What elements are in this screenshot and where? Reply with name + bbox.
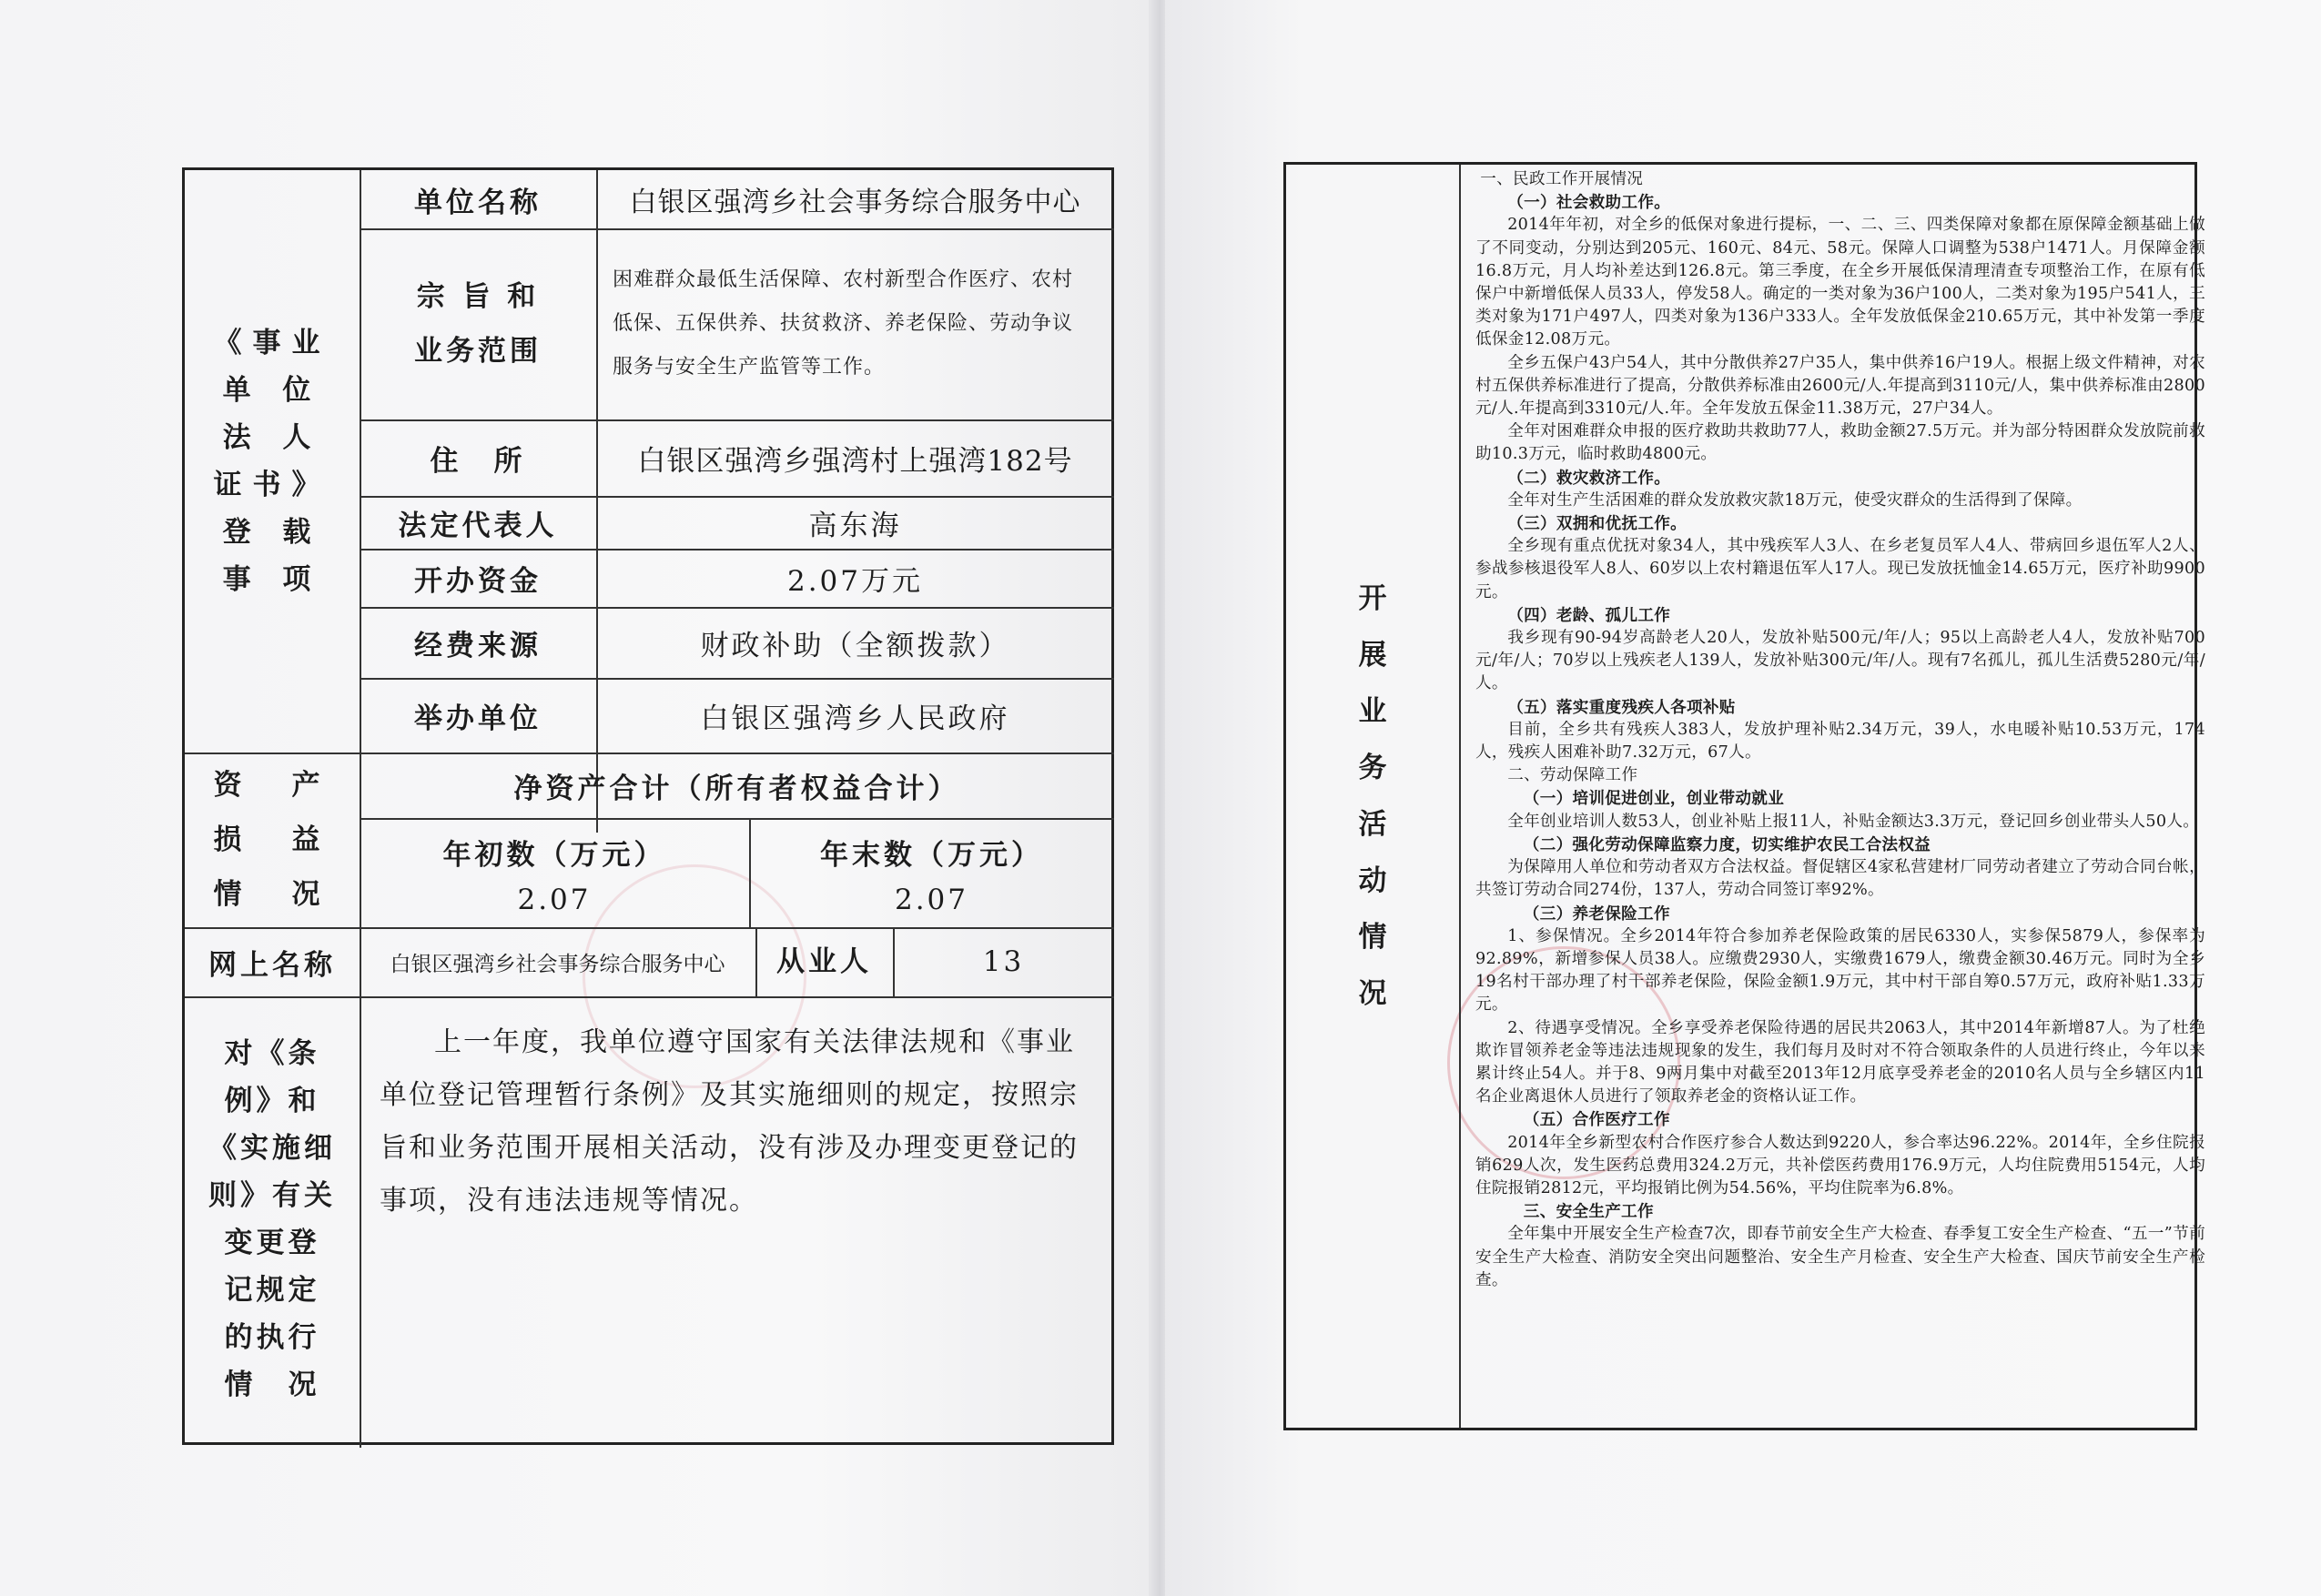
activities-section-label [1286, 165, 1461, 1428]
purpose-line: 困难群众最低生活保障、农村新型合作医疗、农村 [613, 268, 1074, 291]
activities-label-char: 务 [1358, 752, 1387, 784]
asset-label-line: 情 况 [213, 878, 331, 911]
report-paragraph: 全乡五保户43户54人，其中分散供养27户35人，集中供养16户19人。根据上级文件精神，对农村五保供养标准进行了提高，分散供养标准由2600元/人.年提高到3110元/人，集中供养标准由2800元/人.年提高到3310元/人.年。全年发放五保金11.38万元，27户34人。 [1475, 353, 2205, 419]
report-paragraph: 1、参保情况。全乡2014年符合参加养老保险政策的居民6330人，实参保5879人，参保率为92.89%，新增参保人员38人。应缴费2930人，实缴费1679人，缴费金额30.46万元。同时为全乡19名村干部办理了村干部养老保险，保险金额1.9万元，其中村干部自筹0.57万元，政府补贴1.33万元。 [1475, 926, 2205, 1015]
year-end-header: 年末数（万元） [820, 839, 1043, 872]
asset-label-line: 损 益 [213, 823, 331, 856]
cert-label-line: 证书》 [213, 469, 331, 501]
cert-label-line: 法 人 [222, 421, 322, 454]
cert-label-line: 登 载 [222, 516, 322, 549]
purpose-value [596, 228, 1114, 419]
report-subheading: （二）救灾救济工作。 [1507, 468, 1671, 488]
report-paragraph: 2、待遇享受情况。全乡享受养老保险待遇的居民共2063人，其中2014年新增87人。为了杜绝欺诈冒领养老金等违法违规现象的发生，我们每月及时对不符合领取条件的人员进行终止，今年以来累计终止54人。并于8、9两月集中对截至2013年12月底享受养老金的2010名人员与全乡辖区内11名企业离退休人员进行了领取养老金的资格认证工作。 [1475, 1018, 2205, 1106]
sponsor-value: 白银区强湾乡人民政府 [700, 702, 1010, 735]
activities-table [1283, 162, 2205, 1430]
address-label: 住 所 [430, 444, 526, 478]
cert-label-line: 事 项 [222, 563, 322, 596]
activities-label-char: 况 [1358, 977, 1387, 1010]
report-paragraph: 我乡现有90-94岁高龄老人20人，发放补贴500元/年/人；95以上高龄老人4人，发放补贴700元/年/人；70岁以上残疾老人139人，发放补贴300元/年/人。现有7名孤儿，孤儿生活费5280元/年/人。 [1475, 629, 2205, 693]
cert-label-line: 单 位 [222, 374, 322, 407]
report-subheading: 三、安全生产工作 [1523, 1202, 1654, 1222]
report-paragraph: 为保障用人单位和劳动者双方合法权益。督促辖区4家私营建材厂同劳动者建立了劳动合同台帐，共签订劳动合同274份，137人，劳动合同签订率92%。 [1475, 858, 2205, 900]
report-paragraph: 全乡现有重点优抚对象34人，其中残疾军人3人、在乡老复员军人4人、带病回乡退伍军人2人、参战参核退役军人8人、60岁以上农村籍退伍军人17人。现已发放抚恤金14.65万元，医疗补助9900元。 [1475, 537, 2205, 601]
compliance-label-line: 变更登 [224, 1227, 320, 1259]
compliance-text: 上一年度，我单位遵守国家有关法律法规和《事业单位登记管理暂行条例》及其实施细则的规定，按照宗旨和业务范围开展相关活动，没有涉及办理变更登记的事项，没有违法违规等情况。 [380, 1026, 1079, 1217]
asset-label-line: 资 产 [213, 769, 331, 802]
address-value: 白银区强湾乡强湾村上强湾182号 [637, 444, 1073, 478]
activities-report [1465, 168, 2205, 1426]
legal-rep-value: 高东海 [808, 509, 902, 542]
funding-source-label: 经费来源 [414, 629, 542, 662]
purpose-label-line: 业务范围 [414, 335, 542, 368]
funds-label: 开办资金 [414, 564, 542, 598]
compliance-label-line: 的执行 [224, 1321, 320, 1354]
purpose-label-line: 宗 旨 和 [416, 280, 540, 313]
online-name-label: 网上名称 [208, 948, 336, 982]
funds-value: 2.07万元 [786, 564, 924, 598]
report-paragraph: 2014年全乡新型农村合作医疗参合人数达到9220人，参合率达96.22%。2014年，全乡住院报销629人次，发生医药总费用324.2万元，共补偿医药费用176.9万元，人均住院费用5154元，人均住院报销2812元，平均报销比例为54.56%，平均住院率为6.8%。 [1475, 1133, 2205, 1197]
legal-rep-label: 法定代表人 [398, 509, 558, 542]
year-end-value: 2.07 [894, 884, 969, 916]
report-subheading: （二）强化劳动保障监察力度，切实维护农民工合法权益 [1523, 834, 1931, 854]
report-paragraph: 全年创业培训人数53人，创业补贴上报11人，补贴金额达3.3万元，登记回乡创业带头人50人。 [1507, 812, 2200, 831]
report-paragraph: 全年集中开展安全生产检查7次，即春节前安全生产大检查、春季复工安全生产检查、“五一”节前安全生产大检查、消防安全突出问题整治、安全生产月检查、安全生产大检查、国庆节前安全生产检查。 [1475, 1225, 2205, 1289]
activities-label-char: 动 [1358, 864, 1387, 897]
compliance-label [185, 996, 360, 1442]
report-paragraph: 全年对生产生活困难的群众发放救灾款18万元，使受灾群众的生活得到了保障。 [1507, 490, 2083, 510]
compliance-label-line: 例》和 [224, 1085, 320, 1117]
net-assets-header: 净资产合计（所有者权益合计） [513, 772, 960, 805]
compliance-label-line: 对《条 [224, 1037, 320, 1070]
report-subheading: （一）培训促进创业，创业带动就业 [1523, 789, 1785, 809]
unit-name-label: 单位名称 [414, 186, 542, 219]
compliance-label-line: 则》有关 [208, 1179, 336, 1212]
registration-table [182, 167, 1114, 1445]
sponsor-label: 举办单位 [414, 702, 542, 735]
activities-label-char: 业 [1358, 695, 1387, 728]
activities-label-char: 活 [1358, 808, 1387, 841]
report-paragraph: 2014年年初，对全乡的低保对象进行提标，一、二、三、四类保障对象都在原保障金额基础上做了不同变动，分别达到205元、160元、84元、58元。保障人口调整为538户1471人。月保障金额16.8万元，月人均补差达到126.8元。第三季度，在全乡开展低保清理清查专项整治工作，在原有低保户中新增低保人员33人，停发58人。确定的一类对象为36户100人，二类对象为195户541人，三类对象为171户497人，四类对象为136户333人。全年发放低保金210.65万元，其中补发第一季度低保金12.08万元。 [1475, 216, 2205, 349]
compliance-label-line: 情 况 [224, 1369, 320, 1401]
purpose-line: 服务与安全生产监管等工作。 [613, 356, 886, 379]
compliance-label-line: 《实施细 [208, 1132, 336, 1165]
activities-label-char: 展 [1358, 639, 1387, 672]
online-name-value: 白银区强湾乡社会事务综合服务中心 [390, 952, 725, 976]
cert-label-line: 《事业 [213, 327, 331, 359]
purpose-line: 低保、五保供养、扶贫救济、养老保险、劳动争议 [613, 312, 1074, 335]
purpose-label [360, 228, 596, 419]
report-subheading: （三）养老保险工作 [1523, 904, 1670, 924]
report-heading: 二、劳动保障工作 [1507, 766, 1638, 785]
year-start-header: 年初数（万元） [442, 839, 666, 872]
report-paragraph: 目前，全乡共有残疾人383人，发放护理补贴2.34万元，39人，水电暖补贴10.53万元，174人，残疾人困难补助7.32万元，67人。 [1475, 720, 2205, 763]
report-subheading: （五）合作医疗工作 [1523, 1110, 1670, 1130]
report-subheading: （四）老龄、孤儿工作 [1507, 605, 1671, 625]
cert-section-label [185, 170, 360, 753]
report-subheading: （一）社会救助工作。 [1507, 193, 1671, 213]
funding-source-value: 财政补助（全额拨款） [700, 629, 1010, 662]
unit-name-value: 白银区强湾乡社会事务综合服务中心 [629, 187, 1081, 218]
employees-value: 13 [982, 945, 1025, 978]
activities-label-char: 开 [1358, 582, 1387, 615]
report-paragraph: 全年对困难群众申报的医疗救助共救助77人，救助金额27.5万元。并为部分特困群众发放院前救助10.3万元，临时救助4800元。 [1475, 422, 2205, 464]
report-heading: 一、民政工作开展情况 [1480, 170, 1644, 188]
employees-label: 从业人 [776, 945, 872, 978]
report-subheading: （五）落实重度残疾人各项补贴 [1507, 697, 1736, 717]
report-subheading: （三）双拥和优抚工作。 [1507, 514, 1688, 534]
compliance-label-line: 记规定 [224, 1274, 320, 1307]
asset-section-label [185, 753, 360, 927]
year-start-value: 2.07 [517, 884, 592, 916]
activities-label-char: 情 [1358, 921, 1387, 954]
